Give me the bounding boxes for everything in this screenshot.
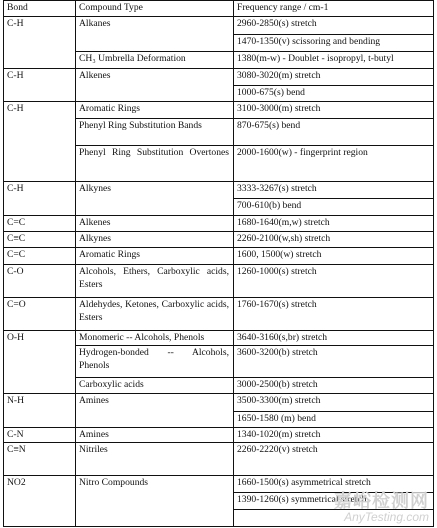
- grid-line: [3, 16, 434, 17]
- grid-line: [3, 475, 434, 476]
- cell-bond: [3, 492, 75, 509]
- grid-line: [75, 51, 434, 52]
- cell-frequency: 2260-2100(w,sh) stretch: [237, 233, 331, 244]
- cell-bond: [3, 145, 75, 181]
- cell-bond: [3, 118, 75, 145]
- cell-bond: C-H: [7, 18, 24, 29]
- cell-frequency: 1390-1260(s) symmetrical stretch: [237, 494, 367, 505]
- grid-line: [3, 231, 434, 232]
- grid-line: [75, 377, 434, 378]
- grid-line: [3, 526, 434, 527]
- grid-line: [75, 345, 434, 346]
- cell-compound: Hydrogen-bonded -- Alcohols, Phenols: [79, 347, 229, 371]
- cell-compound: Amines: [79, 395, 109, 406]
- cell-bond: [3, 34, 75, 51]
- cell-bond: [3, 345, 75, 377]
- cell-frequency: 3333-3267(s) stretch: [237, 183, 317, 194]
- cell-frequency: 1660-1500(s) asymmetrical stretch: [237, 477, 371, 488]
- cell-compound: [75, 411, 233, 427]
- cell-frequency: 1680-1640(m,w) stretch: [237, 217, 330, 228]
- grid-line: [3, 215, 434, 216]
- cell-frequency: 3000-2500(b) stretch: [237, 379, 318, 390]
- cell-compound: Alcohols, Ethers, Carboxylic acids, Esters: [79, 266, 229, 290]
- cell-compound: [75, 34, 233, 51]
- cell-compound: Alkynes: [79, 183, 111, 194]
- cell-frequency: 1260-1000(s) stretch: [237, 266, 317, 277]
- cell-compound: [75, 492, 233, 509]
- watermark-text-en: AnyTesting.com: [344, 510, 429, 524]
- grid-line: [233, 411, 434, 412]
- cell-bond: C-H: [7, 183, 24, 194]
- grid-line: [75, 145, 434, 146]
- grid-line: [3, 330, 434, 331]
- grid-line: [233, 85, 434, 86]
- header-compound: Compound Type: [79, 2, 143, 13]
- cell-frequency: 3640-3160(s,br) stretch: [237, 332, 328, 343]
- grid-line: [3, 0, 4, 526]
- cell-frequency: 2260-2220(v) stretch: [237, 444, 318, 455]
- header-frequency: Frequency range / cm-1: [237, 2, 329, 13]
- grid-line: [75, 0, 76, 526]
- grid-line: [3, 181, 434, 182]
- cell-compound: [75, 509, 233, 526]
- cell-bond: N-H: [7, 395, 25, 406]
- cell-compound: Monomeric -- Alcohols, Phenols: [79, 332, 205, 343]
- cell-compound: Amines: [79, 429, 109, 440]
- cell-frequency: 3500-3300(m) stretch: [237, 395, 321, 406]
- cell-compound: [75, 198, 233, 215]
- grid-line: [233, 34, 434, 35]
- cell-bond: C≡N: [7, 444, 26, 455]
- cell-bond: C=C: [7, 249, 26, 260]
- cell-frequency: 1470-1350(v) scissoring and bending: [237, 36, 381, 47]
- grid-line: [3, 68, 434, 69]
- cell-compound: Aromatic Rings: [79, 103, 141, 114]
- cell-bond: C-N: [7, 429, 24, 440]
- cell-frequency: 1760-1670(s) stretch: [237, 299, 317, 310]
- cell-compound: Phenyl Ring Substitution Bands: [79, 120, 202, 131]
- cell-bond: C-O: [7, 266, 24, 277]
- cell-compound: Aldehydes, Ketones, Carboxylic acids, Esters: [79, 299, 229, 323]
- cell-compound: [75, 85, 233, 101]
- cell-compound: Carboxylic acids: [79, 379, 144, 390]
- cell-bond: [3, 411, 75, 427]
- cell-bond: NO2: [7, 477, 26, 488]
- grid-line: [75, 118, 434, 119]
- cell-compound: Nitro Compounds: [79, 477, 149, 488]
- watermark-text-cn: 嘉峪检测网: [334, 491, 429, 511]
- ir-frequency-table: [3, 0, 433, 526]
- cell-bond: C≡C: [7, 233, 26, 244]
- cell-bond: [3, 377, 75, 393]
- cell-compound: Alkanes: [79, 18, 111, 29]
- grid-line: [3, 264, 434, 265]
- cell-frequency: 1000-675(s) bend: [237, 87, 305, 98]
- grid-line: [3, 247, 434, 248]
- cell-bond: C-H: [7, 70, 24, 81]
- cell-frequency: 2000-1600(w) - fingerprint region: [237, 147, 368, 158]
- watermark: [334, 491, 429, 524]
- cell-bond: [3, 198, 75, 215]
- cell-frequency: 1340-1020(m) stretch: [237, 429, 321, 440]
- header-bond: Bond: [7, 2, 28, 13]
- cell-bond: C=C: [7, 217, 26, 228]
- cell-frequency: 2960-2850(s) stretch: [237, 18, 317, 29]
- cell-compound: Aromatic Rings: [79, 249, 141, 260]
- cell-frequency: 3600-3200(b) stretch: [237, 347, 318, 358]
- cell-frequency: 3080-3020(m) stretch: [237, 70, 321, 81]
- cell-bond: [3, 85, 75, 101]
- cell-bond: [3, 51, 75, 68]
- grid-line: [3, 427, 434, 428]
- cell-frequency: 3100-3000(m) stretch: [237, 103, 321, 114]
- cell-bond: C-H: [7, 103, 24, 114]
- cell-frequency: 1600, 1500(w) stretch: [237, 249, 322, 260]
- cell-compound: Alkenes: [79, 70, 111, 81]
- cell-compound: Nitriles: [79, 444, 108, 455]
- grid-line: [233, 198, 434, 199]
- cell-frequency: 700-610(b) bend: [237, 200, 302, 211]
- grid-line: [233, 0, 234, 526]
- cell-compound: Alkynes: [79, 233, 111, 244]
- cell-compound: Alkenes: [79, 217, 111, 228]
- grid-line: [3, 101, 434, 102]
- cell-compound: Phenyl Ring Substitution Overtones: [79, 147, 229, 158]
- grid-line: [433, 0, 434, 526]
- cell-bond: O-H: [7, 332, 25, 343]
- grid-line: [3, 393, 434, 394]
- grid-line: [3, 0, 434, 1]
- cell-bond: [3, 509, 75, 526]
- cell-frequency: 870-675(s) bend: [237, 120, 301, 131]
- cell-bond: C=O: [7, 299, 26, 310]
- cell-frequency: 1380(m-w) - Doublet - isopropyl, t-butyl: [237, 53, 394, 64]
- cell-compound: CH₃ Umbrella Deformation: [79, 53, 186, 64]
- cell-frequency: 1650-1580 (m) bend: [237, 413, 316, 424]
- grid-line: [3, 297, 434, 298]
- grid-line: [3, 442, 434, 443]
